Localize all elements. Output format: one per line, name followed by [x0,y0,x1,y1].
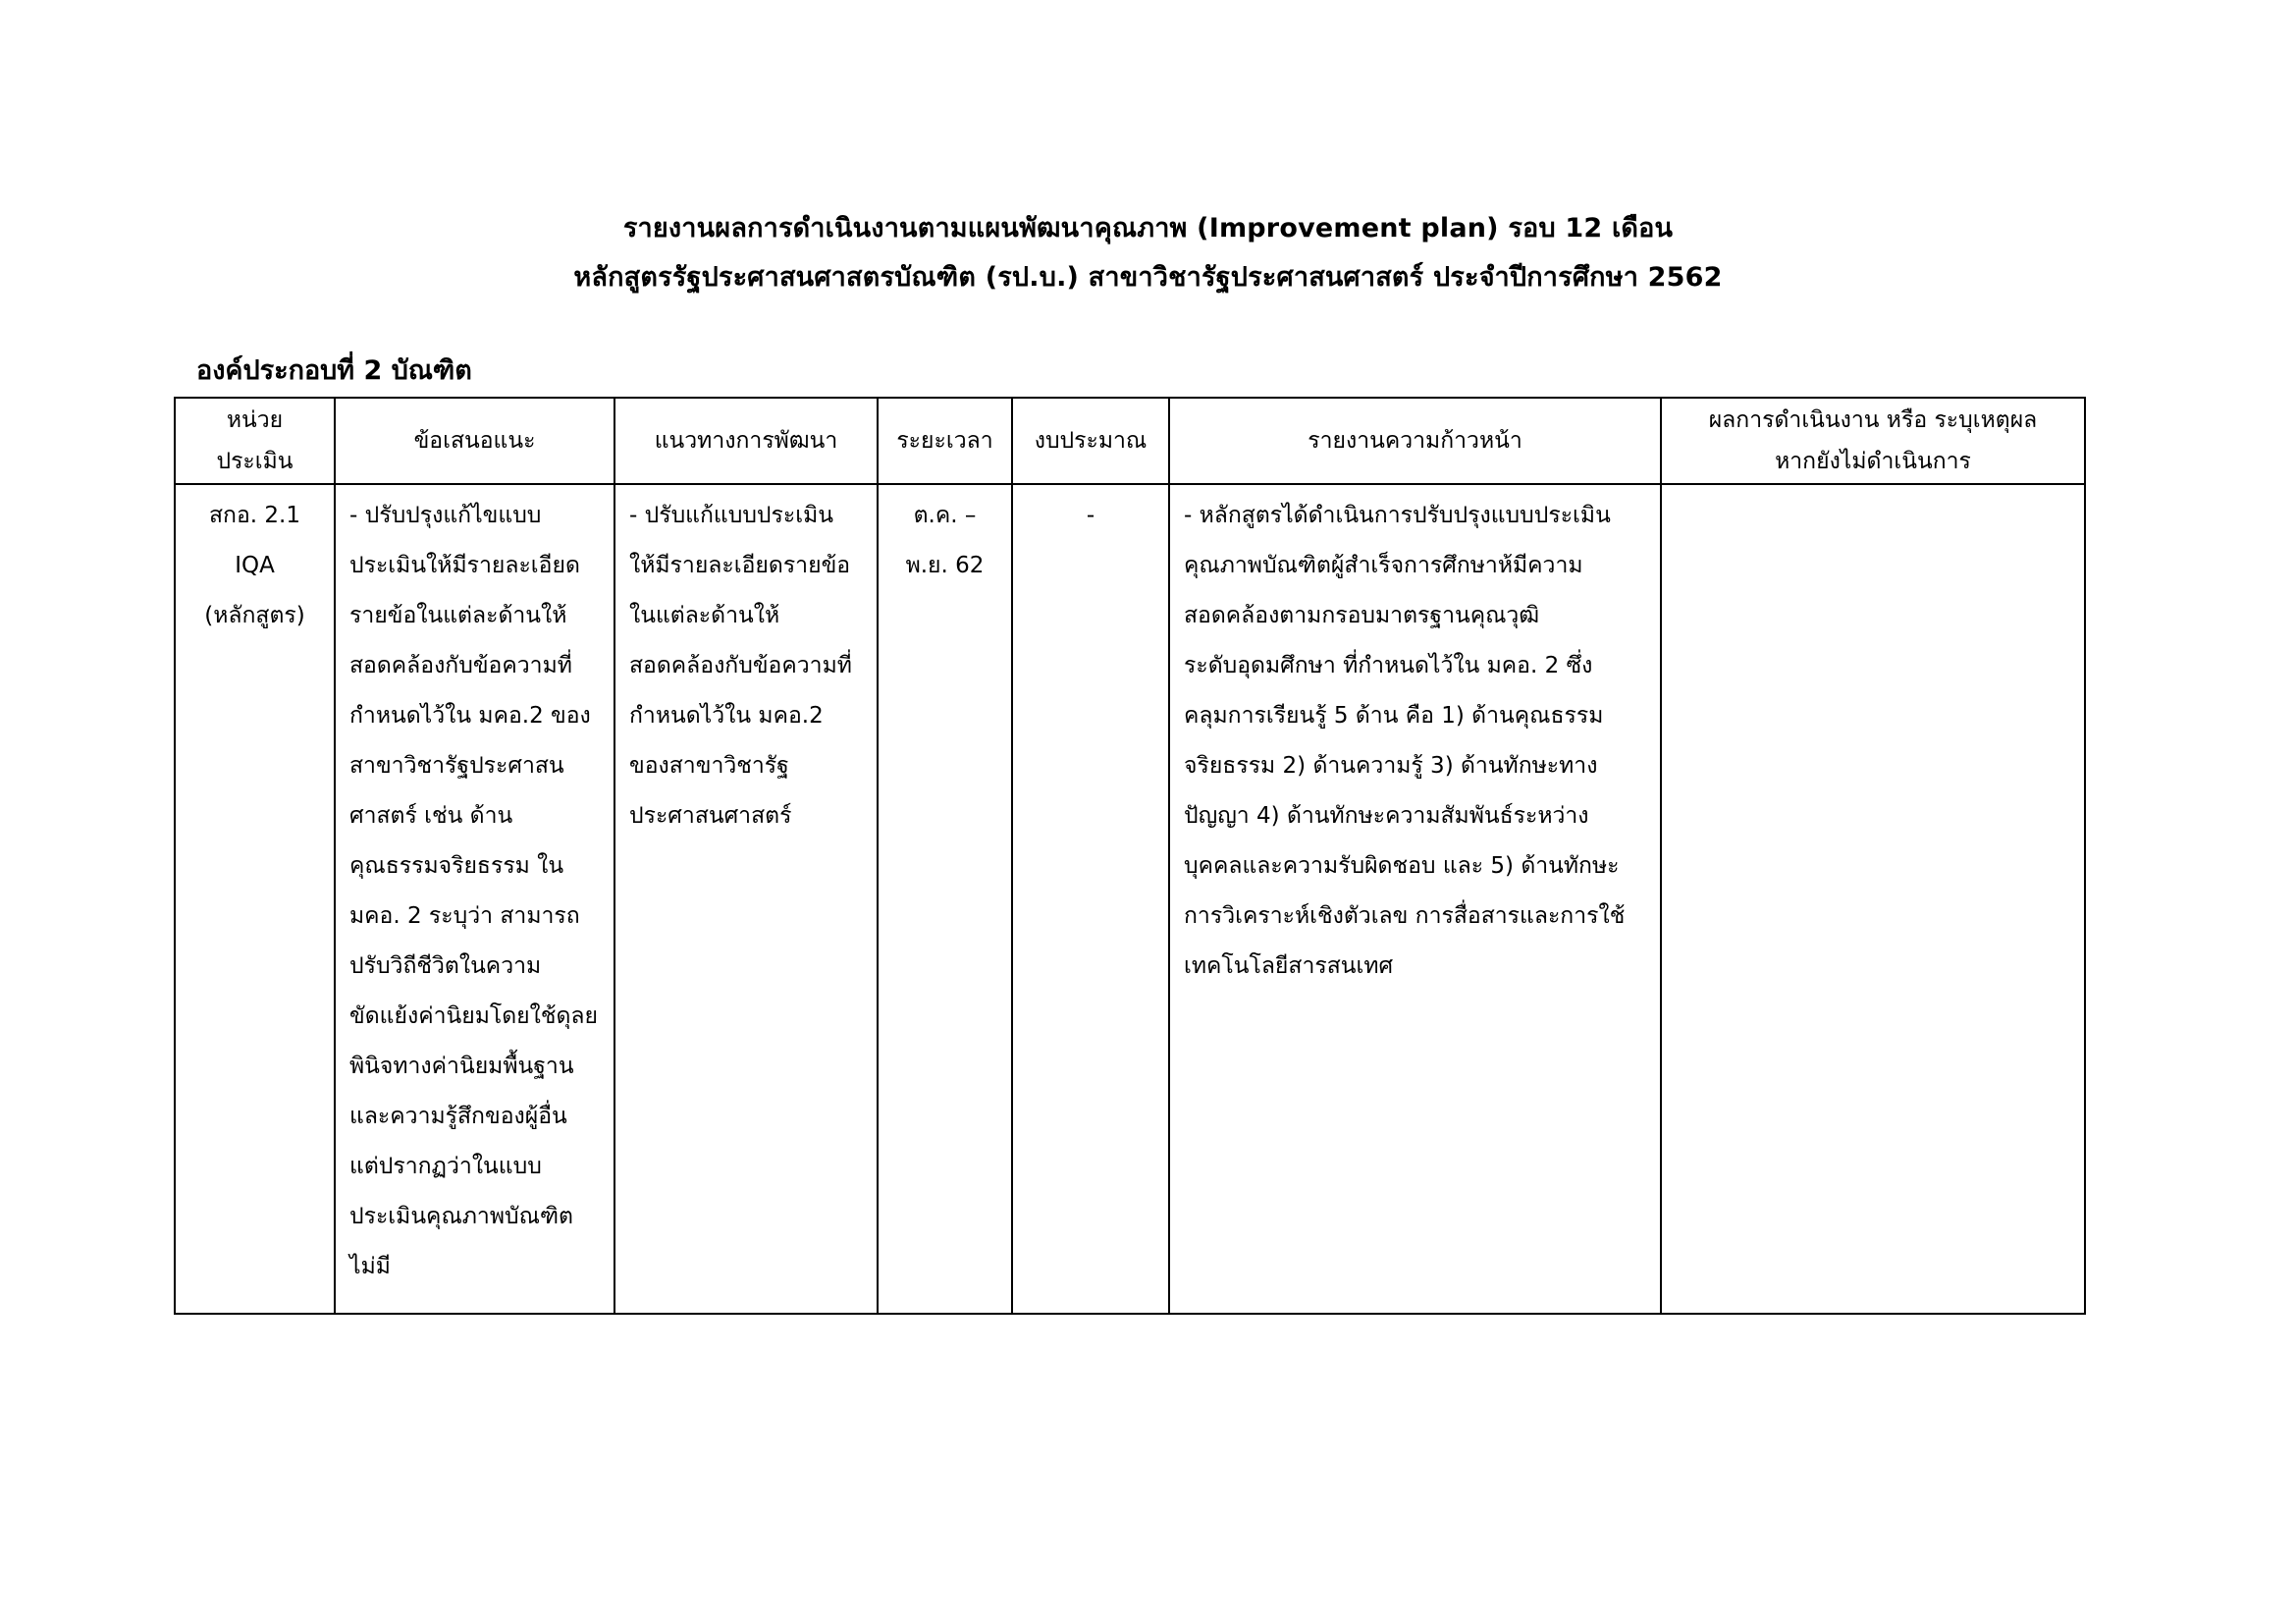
table-header-row [175,398,2085,484]
header-unit [175,398,335,484]
suggestion-line: รายข้อในแต่ละด้านให้ [349,603,567,628]
suggestion-line: สอดคล้องกับข้อความที่ [349,653,572,678]
cell-suggestion [335,484,614,1314]
cell-period [878,484,1012,1314]
suggestion-line: ประเมินให้มีรายละเอียด [349,553,580,578]
cell-progress [1169,484,1661,1314]
approach-line: ประศาสนศาสตร์ [629,803,792,829]
progress-line: คุณภาพบัณฑิตผู้สำเร็จการศึกษาห้มีความ [1184,553,1583,578]
approach-line: ให้มีรายละเอียดรายข้อ [629,553,851,578]
suggestion-line: กำหนดไว้ใน มคอ.2 ของ [349,703,591,729]
table-row [175,484,2085,1314]
progress-line: บุคคลและความรับผิดชอบ และ 5) ด้านทักษะ [1184,853,1620,879]
header-budget: งบประมาณ [1012,398,1169,484]
header-result-line: หากยังไม่ดำเนินการ [1775,449,1971,474]
progress-line: ระดับอุดมศึกษา ที่กำหนดไว้ใน มคอ. 2 ซึ่ง [1184,653,1593,678]
approach-line: ในแต่ละด้านให้ [629,603,780,628]
header-result [1661,398,2085,484]
cell-result [1661,484,2085,1314]
progress-line: จริยธรรม 2) ด้านความรู้ 3) ด้านทักษะทาง [1184,753,1598,779]
suggestion-line: คุณธรรมจริยธรรม ใน [349,853,564,879]
title-line-2: หลักสูตรรัฐประศาสนศาสตรบัณฑิต (รป.บ.) สาขาวิชารัฐประศาสนศาสตร์ ประจำปีการศึกษา 2562 [573,262,1723,293]
approach-line: ของสาขาวิชารัฐ [629,753,789,779]
suggestion-line: และความรู้สึกของผู้อื่น [349,1104,567,1129]
header-suggestion: ข้อเสนอแนะ [335,398,614,484]
suggestion-line: ขัดแย้งค่านิยมโดยใช้ดุลย [349,1003,598,1029]
progress-line: เทคโนโลยีสารสนเทศ [1184,953,1394,979]
cell-approach [614,484,878,1314]
suggestion-line: มคอ. 2 ระบุว่า สามารถ [349,903,580,929]
title-line-1: รายงานผลการดำเนินงานตามแผนพัฒนาคุณภาพ (Improvement plan) รอบ 12 เดือน [622,213,1674,244]
header-period: ระยะเวลา [878,398,1012,484]
header-unit-line: ประเมิน [216,449,294,474]
cell-budget: - [1012,484,1169,1314]
cell-unit [175,484,335,1314]
section-heading: องค์ประกอบที่ 2 บัณฑิต [196,355,472,386]
suggestion-line: ไม่มี [349,1254,391,1279]
unit-line: (หลักสูตร) [204,603,305,628]
suggestion-line: ศาสตร์ เช่น ด้าน [349,803,513,829]
suggestion-line: สาขาวิชารัฐประศาสน [349,753,564,779]
improvement-plan-table [174,397,2086,1315]
period-line: ต.ค. – [913,503,977,528]
unit-line: สกอ. 2.1 [209,503,300,528]
header-progress: รายงานความก้าวหน้า [1169,398,1661,484]
progress-line: ปัญญา 4) ด้านทักษะความสัมพันธ์ระหว่าง [1184,803,1589,829]
suggestion-line: ประเมินคุณภาพบัณฑิต [349,1204,573,1229]
suggestion-line: แต่ปรากฏว่าในแบบ [349,1154,542,1179]
header-result-line: ผลการดำเนินงาน หรือ ระบุเหตุผล [1708,407,2038,433]
header-unit-line: หน่วย [226,407,284,433]
unit-line: IQA [235,553,275,578]
suggestion-line: พินิจทางค่านิยมพื้นฐาน [349,1054,574,1079]
approach-line: กำหนดไว้ใน มคอ.2 [629,703,824,729]
approach-line: - ปรับแก้แบบประเมิน [629,503,833,528]
suggestion-line: ปรับวิถีชีวิตในความ [349,953,542,979]
suggestion-line: - ปรับปรุงแก้ไขแบบ [349,503,542,528]
progress-line: การวิเคราะห์เชิงตัวเลข การสื่อสารและการใช้ [1184,903,1626,929]
progress-line: สอดคล้องตามกรอบมาตรฐานคุณวุฒิ [1184,603,1540,628]
progress-line: คลุมการเรียนรู้ 5 ด้าน คือ 1) ด้านคุณธรรม [1184,703,1604,729]
period-line: พ.ย. 62 [905,553,985,578]
report-title [0,204,2296,302]
header-approach: แนวทางการพัฒนา [614,398,878,484]
approach-line: สอดคล้องกับข้อความที่ [629,653,852,678]
progress-line: - หลักสูตรได้ดำเนินการปรับปรุงแบบประเมิน [1184,503,1611,528]
